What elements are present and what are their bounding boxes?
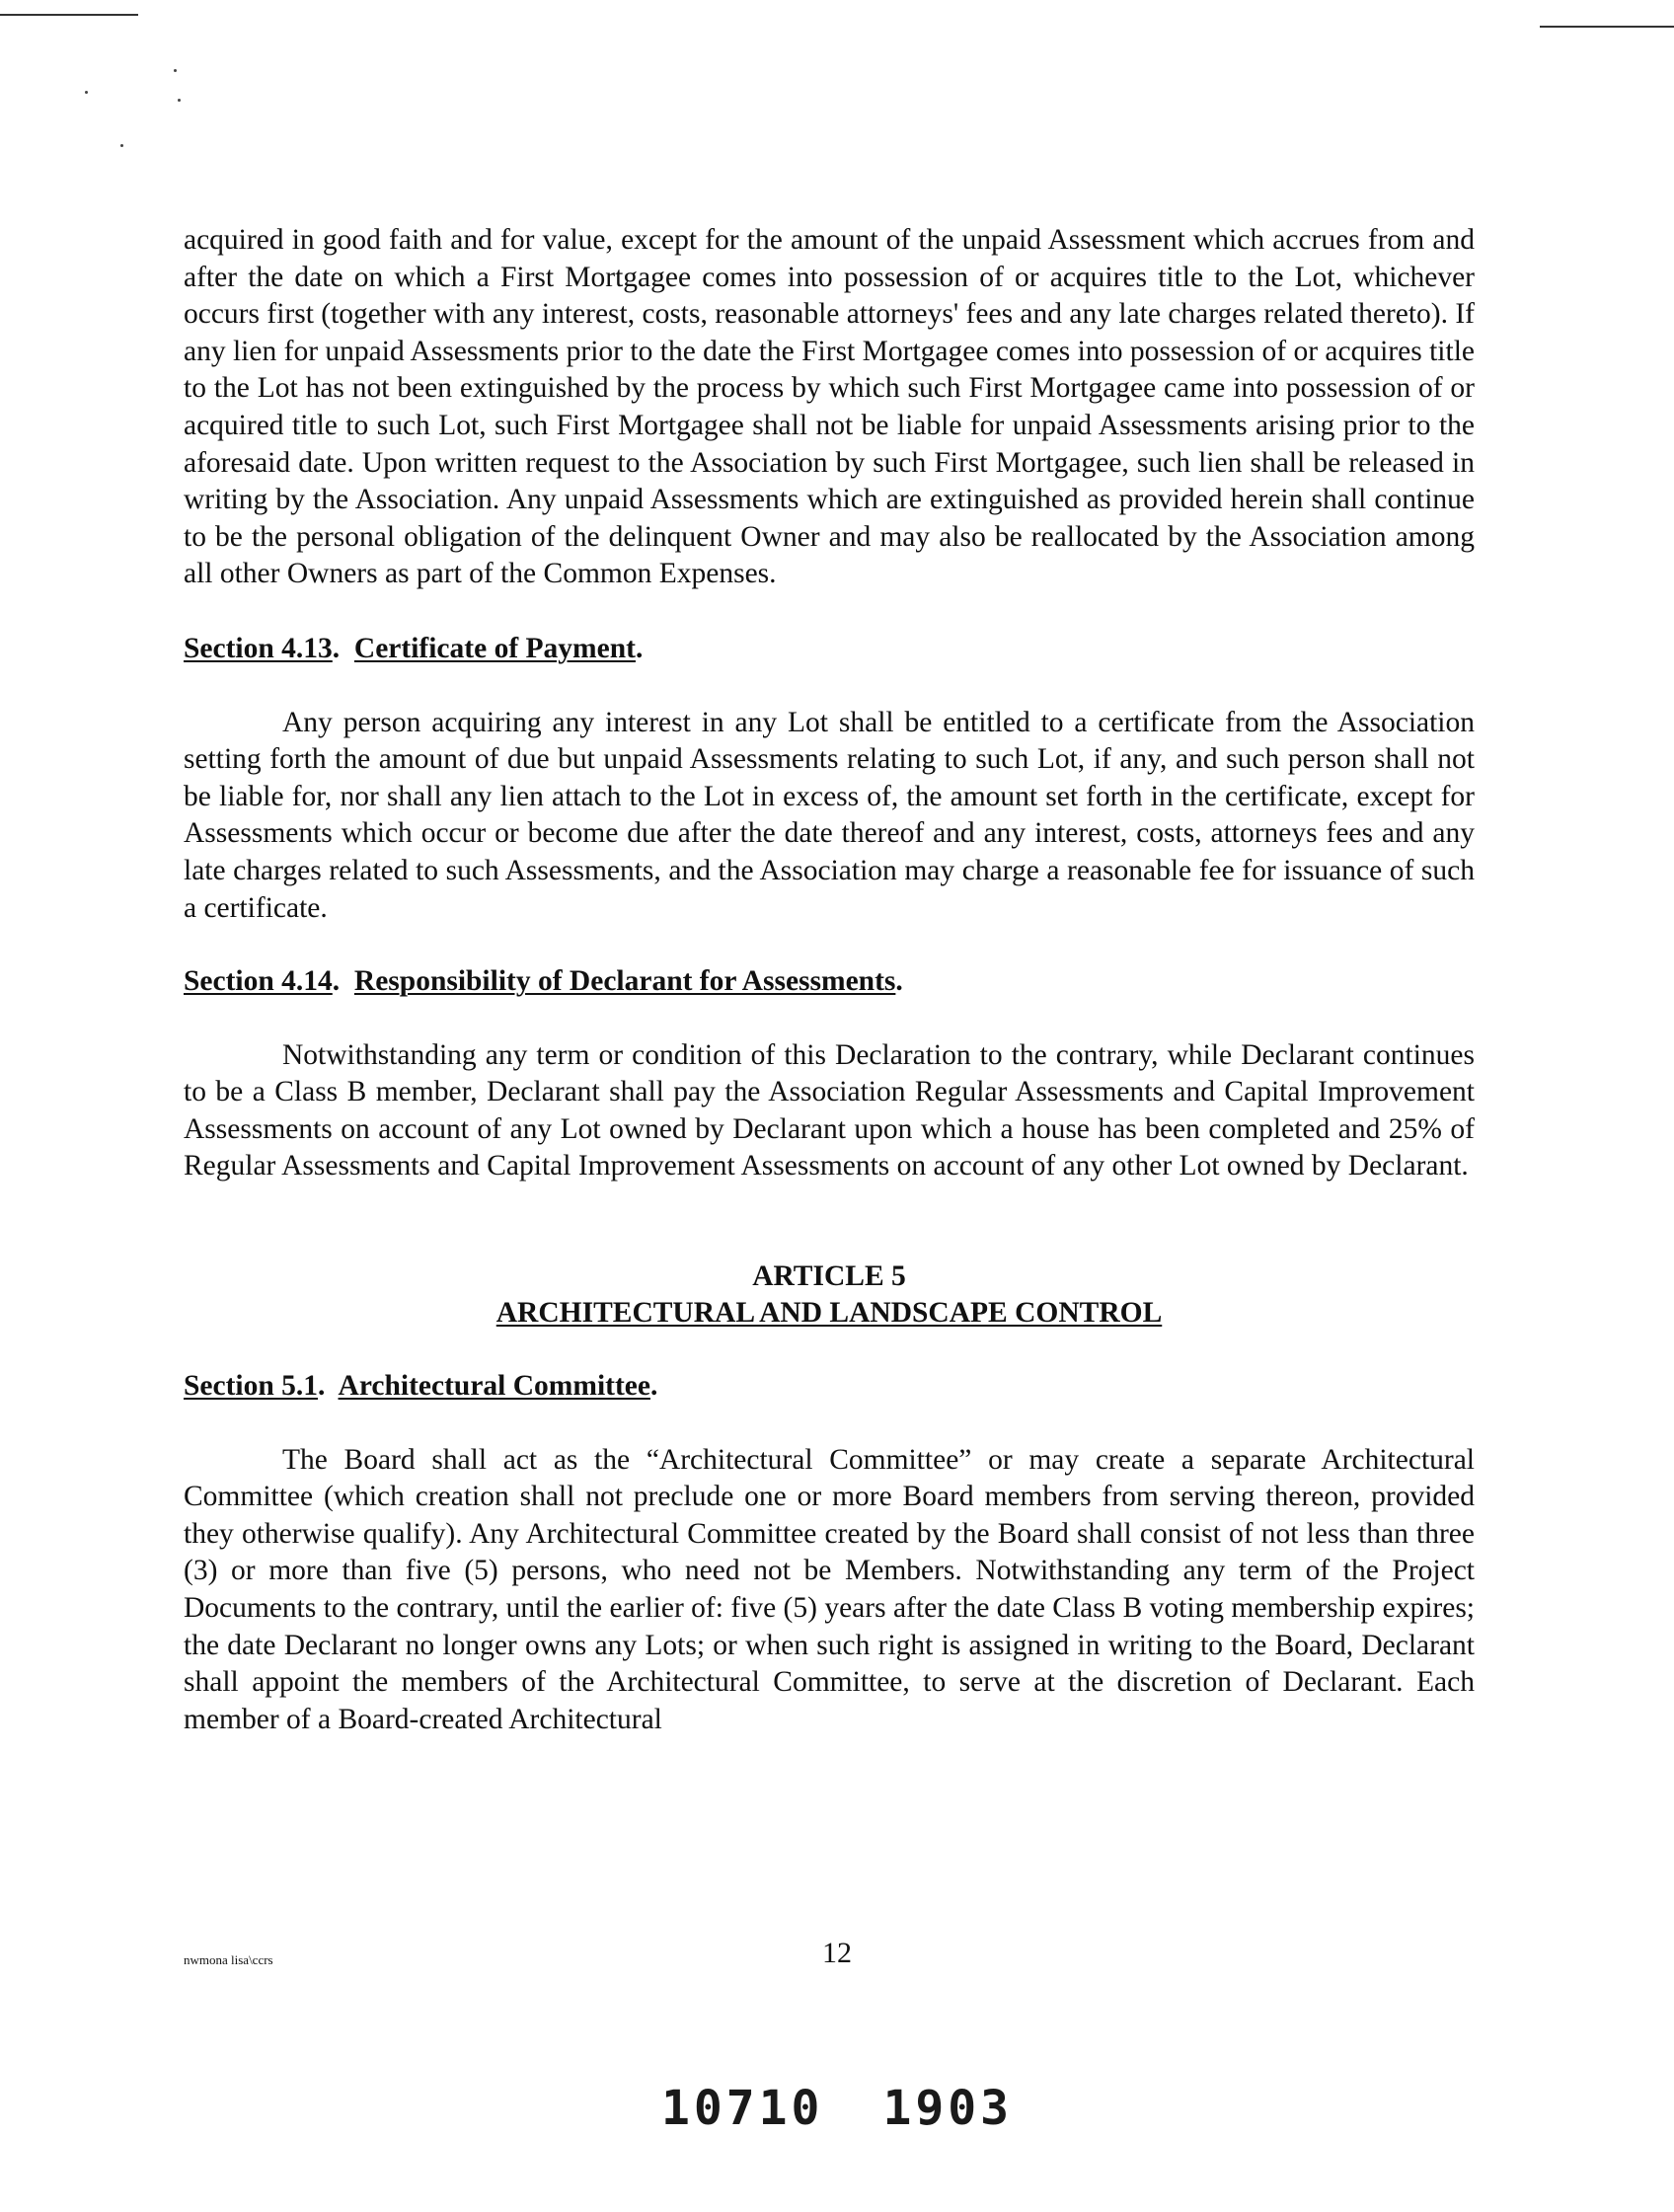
scan-artifact-line-left [0,14,138,16]
article-label: ARTICLE 5 [752,1260,906,1293]
section-5-1-heading: Section 5.1. Architectural Committee. [184,1370,658,1403]
recording-stamp [0,2081,1674,2136]
section-title: Architectural Committee [338,1370,650,1403]
article-title [184,1295,1475,1332]
footer-file-reference: nwmona lisa\ccrs [184,1952,273,1967]
scan-speck [174,69,177,72]
scan-speck [85,91,88,94]
stamp-book-number: 10710 [660,2081,824,2136]
section-title: Certificate of Payment [353,632,636,664]
scan-artifact-line-right [1540,26,1674,28]
scan-speck [120,144,123,147]
section-title: Responsibility of Declarant for Assessments [353,965,896,998]
section-number: Section 5.1 [184,1370,319,1403]
section-4-13-body: Any person acquiring any interest in any Lot shall be entitled to a certificate from the Association setting forth the amount of due but unpaid Assessments relating to such Lot, if any, and such person shall not be liable for, nor shall any lien attach to the Lot in excess of, the amount set forth in the certificate, except for Assessments which occur or become due after the date thereof and any interest, costs, attorneys fees and any late charges related to such Assessments, and the Association may charge a reasonable fee for issuance of such a certificate. [184,706,1475,924]
article-title-text: ARCHITECTURAL AND LANDSCAPE CONTROL [495,1297,1163,1330]
section-number: Section 4.14 [184,965,333,998]
section-4-14-body: Notwithstanding any term or condition of this Declaration to the contrary, while Declarant continues to be a Class B member, Declarant shall pay the Association Regular Assessments and Capital Improvement Assessments on account of any Lot owned by Declarant upon which a house has been completed and 25% of Regular Assessments and Capital Improvement Assessments on account of any other Lot owned by Declarant. [184,1038,1475,1182]
intro-paragraph: acquired in good faith and for value, except for the amount of the unpaid Assessment which accrues from and after the date on which a First Mortgagee comes into possession of or acquires title to the Lot, whichever occurs first (together with any interest, costs, reasonable attorneys' fees and any late charges related thereto). If any lien for unpaid Assessments prior to the date the First Mortgagee comes into possession of or acquires title to the Lot has not been extinguished by the process by which such First Mortgagee came into possession of or acquired title to such Lot, such First Mortgagee shall not be liable for unpaid Assessments arising prior to the aforesaid date. Upon written request to the Association by such First Mortgagee, such lien shall be released in writing by the Association. Any unpaid Assessments which are extinguished as provided herein shall continue to be the personal obligation of the delinquent Owner and may also be reallocated by the Association among all other Owners as part of the Common Expenses. [184,224,1475,590]
section-5-1-body: The Board shall act as the “Architectural Committee” or may create a separate Architectural Committee (which creation shall not preclude one or more Board members from serving thereon, provided they otherwise qualify). Any Architectural Committee created by the Board shall consist of not less than three (3) or more than five (5) persons, who need not be Members. Notwithstanding any term of the Project Documents to the contrary, until the earlier of: five (5) years after the date Class B voting membership expires; the date Declarant no longer owns any Lots; or when such right is assigned in writing to the Board, Declarant shall appoint the members of the Architectural Committee, to serve at the discretion of Declarant. Each member of a Board-created Architectural [184,1443,1475,1735]
document-body [184,222,1475,1738]
scan-speck [178,99,181,102]
section-4-14-heading: Section 4.14. Responsibility of Declarant for Assessments. [184,965,903,998]
section-4-13-heading: Section 4.13. Certificate of Payment. [184,632,644,664]
page-number: 12 [822,1937,852,1969]
section-number: Section 4.13 [184,632,333,664]
stamp-page-number: 1903 [882,2081,1014,2136]
